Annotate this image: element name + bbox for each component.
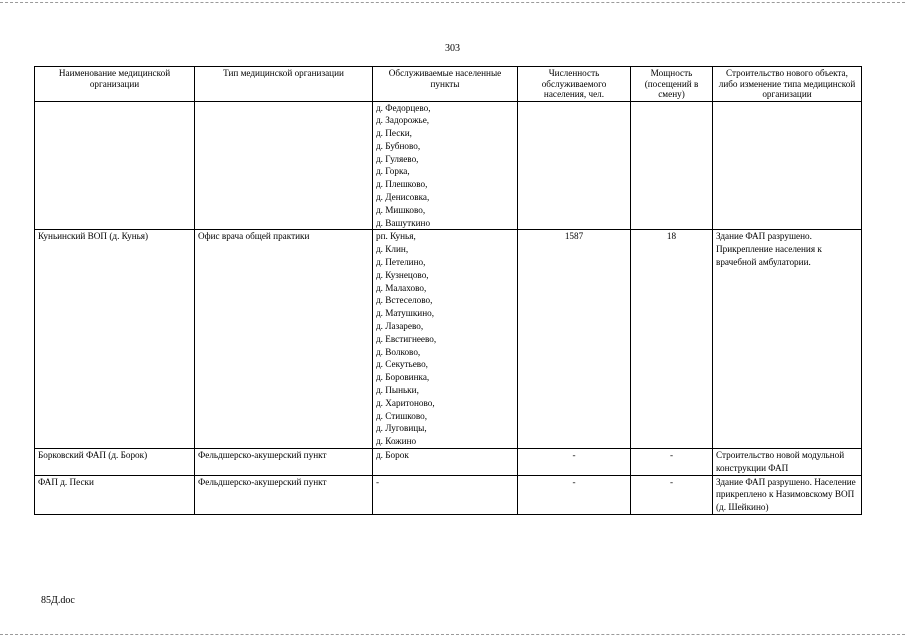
- settlement-item: д. Пыньки,: [376, 385, 419, 396]
- table-row: [35, 101, 862, 230]
- settlement-item: д. Мишково,: [376, 204, 426, 215]
- population-cell: -: [518, 475, 631, 514]
- settlement-item: -: [376, 476, 380, 487]
- org-type-cell: Фельдшерско-акушерский пункт: [195, 449, 373, 476]
- settlement-item: д. Петелино,: [376, 257, 426, 268]
- org-name-cell: [35, 101, 195, 230]
- settlement-item: д. Луговицы,: [376, 423, 427, 434]
- settlement-item: д. Денисовка,: [376, 192, 430, 203]
- table-header-row: [35, 67, 862, 102]
- settlement-item: д. Кожино: [376, 436, 417, 447]
- settlement-item: д. Вашуткино: [376, 217, 431, 228]
- settlement-item: д. Секутьево,: [376, 359, 428, 370]
- capacity-cell: -: [631, 449, 713, 476]
- construction-cell: [713, 449, 862, 476]
- construction-cell: [713, 475, 862, 514]
- capacity-cell: [631, 101, 713, 230]
- settlement-item: д. Лазарево,: [376, 321, 424, 332]
- settlement-item: д. Бубново,: [376, 140, 421, 151]
- settlements-cell: [373, 475, 518, 514]
- org-type-cell: [195, 101, 373, 230]
- table-row: [35, 475, 862, 514]
- header-capacity: Мощность (посещений в смену): [631, 67, 713, 102]
- capacity-cell: 18: [631, 230, 713, 449]
- table-row: [35, 449, 862, 476]
- construction-cell: [713, 230, 862, 449]
- construction-note: Строительство новой модульной конструкции ФАП: [716, 450, 845, 473]
- population-cell: -: [518, 449, 631, 476]
- header-population: Численность обслуживаемого населения, чел.: [518, 67, 631, 102]
- population-cell: [518, 101, 631, 230]
- construction-cell: [713, 101, 862, 230]
- settlements-cell: [373, 449, 518, 476]
- header-settlements: Обслуживаемые населенные пункты: [373, 67, 518, 102]
- settlement-item: д. Плешково,: [376, 179, 428, 190]
- capacity-cell: -: [631, 475, 713, 514]
- settlement-item: д. Харитоново,: [376, 397, 435, 408]
- settlements-cell: [373, 230, 518, 449]
- settlement-item: д. Пески,: [376, 128, 412, 139]
- medical-organizations-table: [34, 66, 862, 515]
- settlement-item: д. Евстигнеево,: [376, 333, 437, 344]
- settlement-item: рп. Кунья,: [376, 231, 416, 242]
- settlement-item: д. Горка,: [376, 166, 410, 177]
- settlement-item: д. Матушкино,: [376, 308, 435, 319]
- settlement-item: д. Встеселово,: [376, 295, 433, 306]
- header-construction: Строительство нового объекта, либо изменение типа медицинской организации: [713, 67, 862, 102]
- org-type-cell: Офис врача общей практики: [195, 230, 373, 449]
- construction-note: Здание ФАП разрушено.: [716, 231, 812, 242]
- settlement-item: д. Боровинка,: [376, 372, 430, 383]
- org-type-cell: Фельдшерско-акушерский пункт: [195, 475, 373, 514]
- settlement-item: д. Малахово,: [376, 282, 427, 293]
- settlement-item: д. Стишково,: [376, 410, 428, 421]
- population-cell: 1587: [518, 230, 631, 449]
- settlement-item: д. Кузнецово,: [376, 269, 429, 280]
- org-name-cell: Борковский ФАП (д. Борок): [35, 449, 195, 476]
- settlement-item: д. Федорцево,: [376, 102, 431, 113]
- scan-border-top: [0, 2, 905, 3]
- construction-note: Здание ФАП разрушено. Население прикреплено к Назимовскому ВОП (д. Шейкино): [716, 476, 856, 513]
- header-org-name: Наименование медицинской организации: [35, 67, 195, 102]
- footer-filename: 85Д.doc: [41, 595, 75, 606]
- table-row: [35, 230, 862, 449]
- org-name-cell: Куньинский ВОП (д. Кунья): [35, 230, 195, 449]
- page-number: 303: [445, 43, 460, 54]
- settlement-item: д. Задорожье,: [376, 115, 430, 126]
- settlements-cell: [373, 101, 518, 230]
- settlement-item: д. Гуляево,: [376, 153, 419, 164]
- settlement-item: д. Борок: [376, 450, 409, 461]
- scan-border-bottom: [0, 634, 905, 635]
- header-org-type: Тип медицинской организации: [195, 67, 373, 102]
- settlement-item: д. Клин,: [376, 244, 409, 255]
- org-name-cell: ФАП д. Пески: [35, 475, 195, 514]
- construction-note: Прикрепление населения к врачебной амбулатории.: [716, 244, 822, 268]
- settlement-item: д. Волково,: [376, 346, 421, 357]
